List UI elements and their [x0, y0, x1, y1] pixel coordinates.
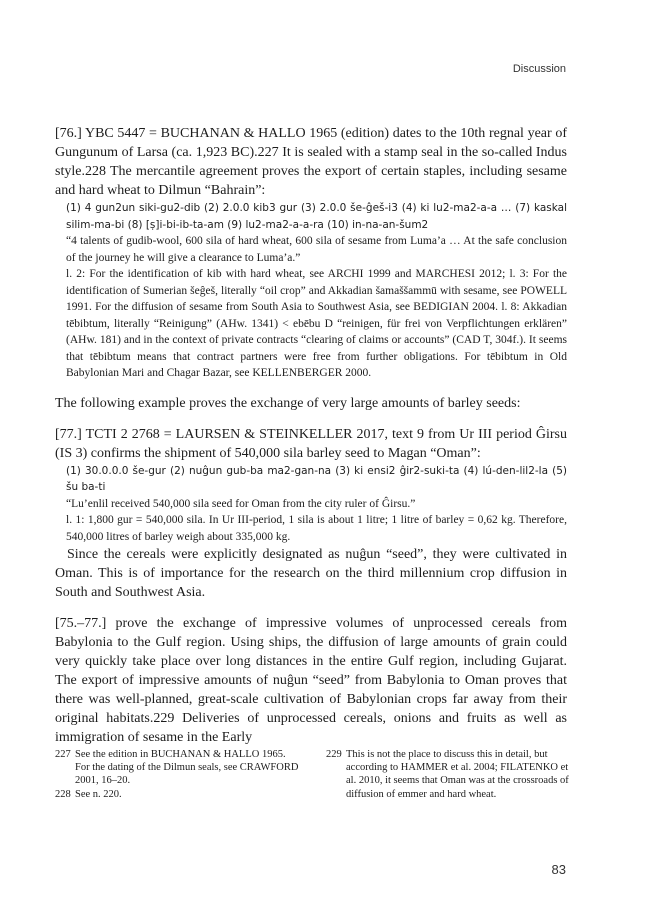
- entry-77-commentary: l. 1: 1,800 gur = 540,000 sila. In Ur III-period, 1 sila is about 1 litre; 1 litre of barley = 0,62 kg. Therefore, 540,000 litres of barley weigh about 335,000 kg.: [66, 514, 567, 543]
- entry-77-paragraph: [77.] TCTI 2 2768 = LAURSEN & STEINKELLER 2017, text 9 from Ur III period Ĝirsu (IS 3) confirms the shipment of 540,000 sila barley seed to Magan “Oman”:: [55, 426, 567, 461]
- entry-77-transliteration: (1) 30.0.0.0 še-gur (2) nuĝun gub-ba ma2-gan-na (3) ki ensi2 ĝir2-suki-ta (4) lú-den-lil2-la (5) šu ba-ti: [66, 464, 567, 493]
- entry-76-paragraph: [76.] YBC 5447 = BUCHANAN & HALLO 1965 (edition) dates to the 10th regnal year of Gungunum of Larsa (ca. 1,923 BC).227 It is sealed with a stamp seal in the so-called Indus style.228 The mercantile agreement proves the export of certain staples, including sesame and hard wheat to Dilmun “Bahrain”:: [55, 126, 567, 198]
- entry-76-commentary: l. 2: For the identification of kib with hard wheat, see ARCHI 1999 and MARCHESI 2012; l. 3: For the identification of Sumerian šeĝeš, literally “oil crop” and Akkadian šamaššammū with sesame, see POWELL 1991. For the diffusion of sesame from South Asia to Southwest Asia, see BEDIGIAN 2004. l. 8: Akkadian tēbibtum, literally “Reinigung” (AHw. 1341) < ebēbu D “reinigen, für frei von Verpflichtungen erklären” (AHw. 181) and in the context of private contracts “clearing of claims or accounts” (CAD T, 304f.). It seems that tēbibtum means that contract partners were free from further obligations. For tēbibtum in Old Babylonian Mari and Chagar Bazar, see KELLENBERGER 2000.: [66, 268, 567, 379]
- conclusion-paragraph: [75.–77.] prove the exchange of impressive volumes of unprocessed cereals from Babylonia to the Gulf region. Using ships, the diffusion of large amounts of grain could very quickly take place over long distances in the entire Gulf region, including Gujarat. The export of impressive amounts of nuĝun “seed” from Babylonia to Oman proves that there was well-planned, great-scale cultivation of Babylonian crops far away from their original habitats.229 Deliveries of unprocessed cereals, onions and fruits as well as immigration of sesame in the Early: [55, 616, 567, 745]
- entry-77-followup: Since the cereals were explicitly designated as nuĝun “seed”, they were cultivated in Oman. This is of importance for the research on the third millennium crop diffusion in South and Southwest Asia.: [55, 547, 567, 600]
- footnote-229: [326, 748, 570, 801]
- footnote-text: This is not the place to discuss this in detail, but according to HAMMER et al. 2004; FILATENKO et al. 2010, it seems that Oman was at the crossroads of diffusion of emmer and hard wheat.: [346, 749, 569, 800]
- page-number: 83: [551, 862, 566, 877]
- entry-76-translation: “4 talents of gudib-wool, 600 sila of hard wheat, 600 sila of sesame from Luma’a … At the safe conclusion of the journey he will give a clearance to Luma’a.”: [66, 235, 567, 264]
- footnote-228: [55, 788, 299, 801]
- footnote-227: [55, 748, 299, 788]
- footnote-column-right: [326, 748, 570, 801]
- footnote-number: 228: [55, 788, 71, 800]
- main-text: [55, 124, 567, 747]
- footnote-number: 229: [326, 749, 342, 760]
- footnote-column-left: [55, 748, 299, 801]
- footnote-text: See the edition in BUCHANAN & HALLO 1965. For the dating of the Dilmun seals, see CRAWFORD 2001, 16–20.: [75, 749, 299, 787]
- running-header: Discussion: [512, 63, 566, 75]
- entry-77-intro: The following example proves the exchange of very large amounts of barley seeds:: [55, 395, 521, 411]
- footnote-number: 227: [55, 749, 71, 760]
- entry-76-transliteration: (1) 4 gun2un siki-gu2-dib (2) 2.0.0 kib3 gur (3) 2.0.0 še-ĝeš-i3 (4) ki lu2-ma2-a-a … (7) kaskal silim-ma-bi (8) [ṣ]i-bi-ib-ta-am (9) lu2-ma2-a-a-ra (10) in-na-an-šum2: [66, 202, 567, 231]
- footnotes: [55, 748, 570, 801]
- footnote-text: See n. 220.: [75, 788, 122, 800]
- entry-77-translation: “Lu’enlil received 540,000 sila seed for Oman from the city ruler of Ĝirsu.”: [66, 497, 416, 510]
